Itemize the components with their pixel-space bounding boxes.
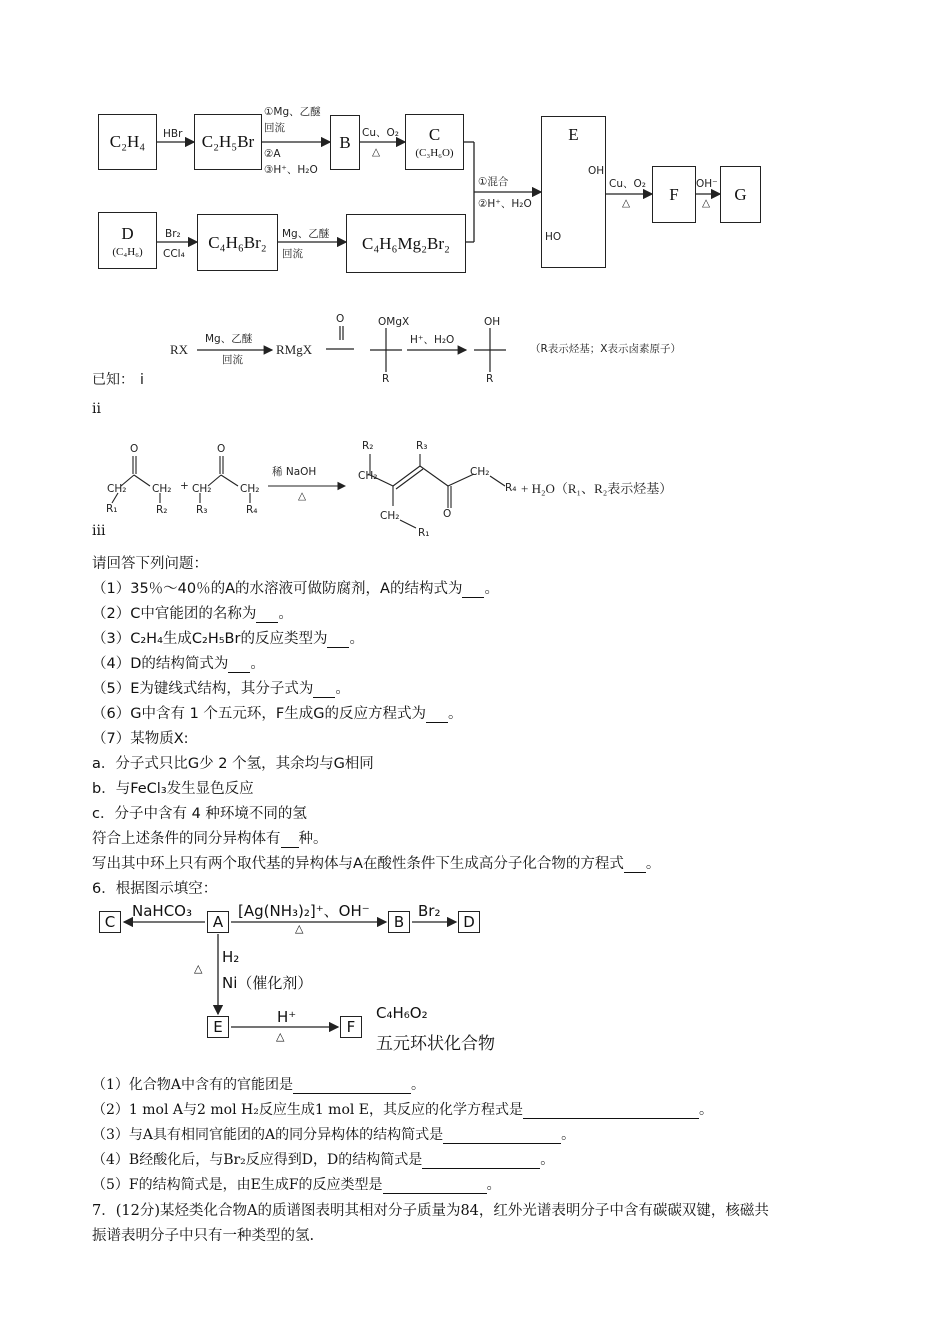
reagent-heat-3: △ bbox=[702, 197, 711, 209]
q6-node-e: E bbox=[207, 1016, 229, 1038]
reagent-oh: OH⁻ bbox=[696, 178, 718, 190]
reagent-reflux-2: 回流 bbox=[282, 248, 303, 260]
node-b: B bbox=[330, 115, 360, 170]
iii-p-ch2-b: CH₂ bbox=[470, 466, 490, 478]
iii-r3: R₃ bbox=[196, 504, 208, 516]
reagent-cu-o2-2: Cu、O₂ bbox=[609, 178, 646, 190]
known-omgx: OMgX bbox=[378, 316, 410, 328]
q5-q4: （4）D的结构简式为 。 bbox=[92, 656, 265, 672]
q6-p4: （4）B经酸化后，与Br₂反应得到D，D的结构简式是 。 bbox=[92, 1152, 555, 1168]
reagent-h-h2o-2: ②H⁺、H₂O bbox=[478, 198, 532, 210]
known-r-2: R bbox=[486, 373, 494, 385]
q5-q6: （6）G中含有 1 个五元环，F生成G的反应方程式为 。 bbox=[92, 706, 463, 722]
q6-p1: （1）化合物A中含有的官能团是 。 bbox=[92, 1077, 426, 1093]
q6-node-b: B bbox=[388, 911, 410, 933]
q6-heat-2: △ bbox=[194, 962, 203, 975]
iii-heat: △ bbox=[298, 490, 307, 502]
known-h-h2o: H⁺、H₂O bbox=[410, 334, 455, 346]
q6-br2: Br₂ bbox=[418, 902, 441, 920]
node-e: E bbox=[541, 116, 606, 268]
q5-q5: （5）E为键线式结构，其分子式为 。 bbox=[92, 681, 350, 697]
known-note-i: （R表示烃基；X表示卤素原子） bbox=[530, 343, 681, 355]
iii-ch2-b: CH₂ bbox=[152, 483, 172, 495]
q6-f-formula: C₄H₆O₂ bbox=[376, 1004, 428, 1022]
iii-p-ch2-c: CH₂ bbox=[380, 510, 400, 522]
q6-node-a: A bbox=[207, 911, 229, 933]
q5-qb: b．与FeCl₃发生显色反应 bbox=[92, 781, 254, 797]
node-c4h6br2: C₄H₆Br₂ bbox=[197, 214, 278, 271]
q6-node-c: C bbox=[99, 911, 121, 933]
iii-ch2-d: CH₂ bbox=[240, 483, 260, 495]
e-oh-label: OH bbox=[588, 165, 605, 177]
q6-h2: H₂ bbox=[222, 948, 240, 966]
known-iii: iii bbox=[92, 523, 106, 539]
reagent-heat-2: △ bbox=[622, 197, 631, 209]
q6-node-f: F bbox=[340, 1016, 362, 1038]
known-rmgx: RMgX bbox=[276, 342, 313, 357]
known-mg: Mg、乙醚 bbox=[205, 333, 253, 345]
iii-r4: R₄ bbox=[246, 504, 258, 516]
iii-r1: R₁ bbox=[106, 503, 118, 515]
reagent-reflux: 回流 bbox=[264, 122, 285, 134]
q7-line1: 7．(12分)某烃类化合物A的质谱图表明其相对分子质量为84，红外光谱表明分子中含有碳碳双键，核磁共 bbox=[92, 1203, 769, 1219]
q5-q7: （7）某物质X: bbox=[92, 731, 189, 747]
q5-q1: （1）35％～40％的A的水溶液可做防腐剂，A的结构式为 。 bbox=[92, 581, 499, 597]
iii-naoh: 稀 NaOH bbox=[272, 466, 317, 478]
iii-p-r1: R₁ bbox=[418, 527, 430, 539]
reagent-ccl4: CCl₄ bbox=[163, 248, 185, 260]
node-g: G bbox=[720, 166, 761, 223]
q6-tollens: [Ag(NH₃)₂]⁺、OH⁻ bbox=[238, 902, 370, 920]
q5-intro: 请回答下列问题： bbox=[92, 556, 208, 572]
q5-qa: a．分子式只比G少 2 个氢，其余均与G相同 bbox=[92, 756, 374, 772]
q5-q9: 写出其中环上只有两个取代基的异构体与A在酸性条件下生成高分子化合物的方程式 。 bbox=[92, 856, 661, 872]
q6-node-d: D bbox=[458, 911, 480, 933]
q6-title: 6．根据图示填空： bbox=[92, 881, 218, 897]
iii-p-o: O bbox=[443, 508, 452, 520]
q6-p3: （3）与A具有相同官能团的A的同分异构体的结构简式是 。 bbox=[92, 1127, 576, 1143]
reagent-h-h2o: ③H⁺、H₂O bbox=[264, 164, 318, 176]
reagent-br2: Br₂ bbox=[165, 228, 181, 240]
reagent-hbr: HBr bbox=[163, 128, 183, 140]
e-ho-label: HO bbox=[545, 231, 562, 243]
reagent-mg-2: Mg、乙醚 bbox=[282, 228, 330, 240]
reagent-mix: ①混合 bbox=[478, 176, 509, 188]
q6-nahco3: NaHCO₃ bbox=[132, 902, 192, 920]
known-label: 已知： i bbox=[92, 372, 144, 388]
iii-p-r2: R₂ bbox=[362, 440, 374, 452]
known-ii: ii bbox=[92, 401, 101, 417]
q6-hplus: H⁺ bbox=[277, 1008, 297, 1026]
reagent-mg: ①Mg、乙醚 bbox=[264, 106, 321, 118]
known-o: O bbox=[336, 313, 345, 325]
reagent-a: ②A bbox=[264, 148, 281, 160]
iii-ch2-c: CH₂ bbox=[192, 483, 212, 495]
node-d: D (C₄H₆) bbox=[98, 212, 157, 269]
known-rx: RX bbox=[170, 342, 189, 357]
q6-p5: （5）F的结构简式是，由E生成F的反应类型是 。 bbox=[92, 1177, 501, 1193]
iii-o2: O bbox=[217, 443, 226, 455]
iii-plus: + bbox=[180, 480, 189, 492]
node-c: C (C₃H₆O) bbox=[405, 114, 464, 170]
q6-f-desc: 五元环状化合物 bbox=[376, 1034, 495, 1054]
q6-ni: Ni（催化剂） bbox=[222, 974, 313, 992]
node-c2h4: C₂H₄ bbox=[98, 114, 157, 170]
reagent-heat: △ bbox=[372, 146, 381, 158]
node-c2h5br: C₂H₅Br bbox=[194, 114, 262, 170]
iii-p-r3: R₃ bbox=[416, 440, 428, 452]
q5-qc: c．分子中含有 4 种环境不同的氢 bbox=[92, 806, 307, 822]
iii-ch2-a: CH₂ bbox=[107, 483, 127, 495]
iii-r2: R₂ bbox=[156, 504, 168, 516]
q5-q2: （2）C中官能团的名称为 。 bbox=[92, 606, 293, 622]
iii-p-ch2-a: CH₂ bbox=[358, 470, 378, 482]
reagent-cu-o2: Cu、O₂ bbox=[362, 127, 399, 139]
known-r: R bbox=[382, 373, 390, 385]
q5-q3: （3）C₂H₄生成C₂H₅Br的反应类型为 。 bbox=[92, 631, 364, 647]
q7-line2: 振谱表明分子中只有一种类型的氢. bbox=[92, 1228, 315, 1244]
q6-p2: （2）1 mol A与2 mol H₂反应生成1 mol E，其反应的化学方程式是 。 bbox=[92, 1102, 714, 1118]
known-oh: OH bbox=[484, 316, 501, 328]
iii-p-r4: R₄ bbox=[505, 482, 517, 494]
iii-h2o-note: + H₂O（R₁、R₂表示烃基） bbox=[521, 481, 673, 496]
iii-o1: O bbox=[130, 443, 139, 455]
node-c4h6mg2br2: C₄H₆Mg₂Br₂ bbox=[346, 214, 466, 273]
known-reflux: 回流 bbox=[222, 354, 243, 366]
q6-heat-3: △ bbox=[276, 1030, 285, 1043]
q5-q8: 符合上述条件的同分异构体有 种。 bbox=[92, 831, 328, 847]
node-f: F bbox=[652, 166, 696, 223]
q6-heat-1: △ bbox=[295, 922, 304, 935]
